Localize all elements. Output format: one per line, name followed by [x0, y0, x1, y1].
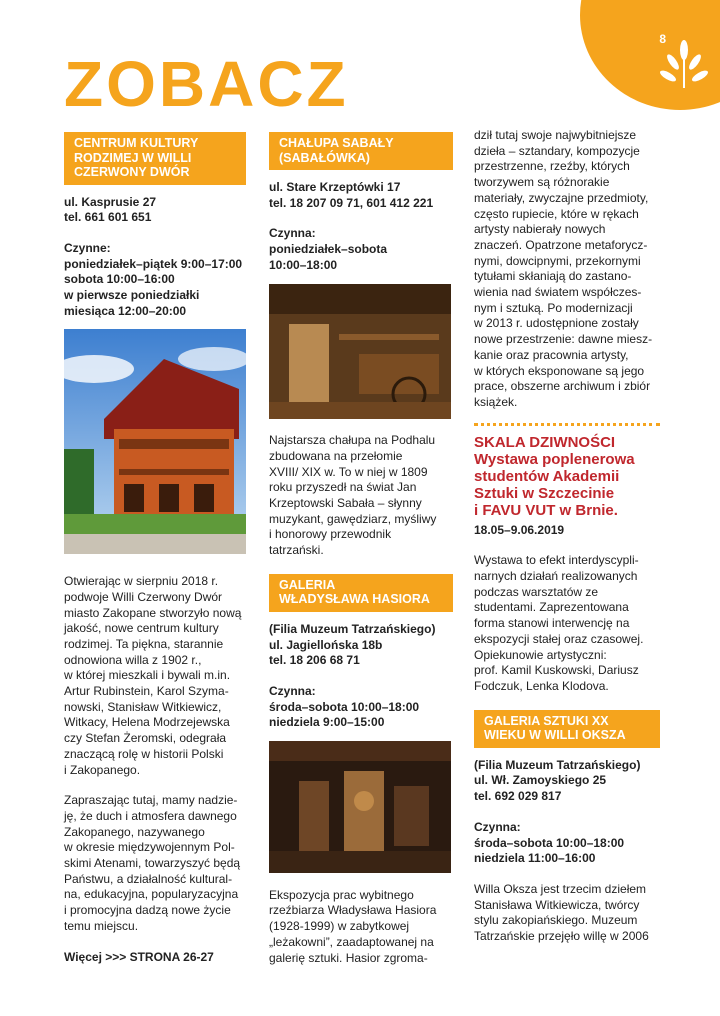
- description-paragraph: Zapraszając tutaj, mamy nadzie- ję, że duch i atmosfera dawnego Zakopanego, nazywanego w okresie międzywojennym Pol- skimi Atenami, towarzyszyć będą Państwu, a działalność kultural- na, edukacyjna, popularyzacyjna i promocyjna dadzą nowe życie temu miejscu.: [64, 793, 241, 933]
- address: ul. Stare Krzeptówki 17: [269, 180, 401, 194]
- filia-label: (Filia Muzeum Tatrzańskiego): [474, 757, 641, 772]
- more-link[interactable]: Więcej >>> STRONA 26-27: [64, 949, 214, 964]
- hours-label: Czynna:: [269, 683, 316, 698]
- opening-hours: poniedziałek–piątek 9:00–17:00 sobota 10:00–16:00 w pierwsze poniedziałki miesiąca 12:00–20:00: [64, 256, 243, 318]
- section-heading-willa-oksza: GALERIA SZTUKI XX WIEKU W WILLI OKSZA: [474, 710, 660, 748]
- hours-label: Czynna:: [474, 819, 521, 834]
- hasior-gallery-photo: [269, 741, 451, 873]
- hours-label: Czynne:: [64, 240, 111, 255]
- phone: tel. 692 029 817: [474, 789, 562, 804]
- address: ul. Kasprusie 27: [64, 194, 157, 209]
- opening-hours: poniedziałek–sobota 10:00–18:00: [269, 242, 388, 272]
- villa-photo: [64, 329, 246, 554]
- description-paragraph: dził tutaj swoje najwybitniejsze dzieła – sztandary, kompozycje przestrzenne, rzeźby, których tworzywem są różnorakie materiały, zwyczajne przedmioty, często rupiecie, które w rękach artysty nabierały nowych znaczeń. Opatrzone metaforycz- nymi, dowcipnymi, przekornymi tytułami skłaniają do zastano- wienia nad światem współczes- nym i sztuką. Po modernizacji w 2013 r. udostępnione zostały nowe przestrzenie: dawne miesz- kanie oraz pracownia artysty, w których eksponowane są jego prace, obszerne archiwum i zbiór książek.: [474, 128, 653, 409]
- opening-hours: środa–sobota 10:00–18:00 niedziela 11:00–16:00: [474, 835, 625, 866]
- opening-hours: środa–sobota 10:00–18:00 niedziela 9:00–15:00: [269, 699, 420, 730]
- page-number: 8: [659, 32, 666, 46]
- exhibition-dates: 18.05–9.06.2019: [474, 522, 565, 537]
- phone: tel. 18 207 09 71, 601 412 221: [269, 195, 434, 210]
- phone: tel. 661 601 651: [64, 210, 152, 225]
- sabalowka-interior-photo: [269, 284, 451, 419]
- column-1: [64, 132, 246, 965]
- column-2: [269, 132, 453, 966]
- phone: tel. 18 206 68 71: [269, 653, 360, 668]
- description-paragraph: Willa Oksza jest trzecim dziełem Stanisława Witkiewicza, twórcy stylu zakopiańskiego. Muzeum Tatrzańskie przejęło willę w 2006: [474, 881, 649, 944]
- wheat-logo-icon: [656, 38, 712, 94]
- description-paragraph: Najstarsza chałupa na Podhalu zbudowana na przełomie XVIII/ XIX w. To w niej w 1809 roku przyszedł na świat Jan Krzeptowski Sabała – słynny muzykant, gawędziarz, myśliwy i honorowy przewodnik tatrzański.: [269, 433, 437, 558]
- hours-label: Czynna:: [269, 226, 316, 241]
- exhibition-title: SKALA DZIWNOŚCI Wystawa poplenerowa studentów Akademii Sztuki w Szczecinie i FAVU VUT w Brnie.: [474, 433, 635, 519]
- column-3: [474, 128, 660, 945]
- address: ul. Jagiellońska 18b: [269, 637, 383, 652]
- section-heading-sabalowka: CHAŁUPA SABAŁY (SABAŁÓWKA): [269, 132, 453, 170]
- description-paragraph: Ekspozycja prac wybitnego rzeźbiarza Władysława Hasiora (1928-1999) w zabytkowej „leżakowni”, zaadaptowanej na galerię sztuki. Hasior zgroma-: [269, 887, 437, 965]
- section-heading-galeria-hasiora: GALERIA WŁADYSŁAWA HASIORA: [269, 574, 453, 612]
- description-paragraph: Wystawa to efekt interdyscypli- narnych działań realizowanych podczas warsztatów ze studentami. Zaprezentowana forma stanowi interwencję na ekspozycji stałej oraz czasowej. Opiekunowie artystyczni: prof. Kamil Kuskowski, Dariusz Fodczuk, Lenka Klodova.: [474, 553, 644, 693]
- description-paragraph: Otwierając w sierpniu 2018 r. podwoje Willi Czerwony Dwór miasto Zakopane stworzyło nową jakość, nowe centrum kultury rodzimej. Ta piękna, starannie odnowiona willa z 1902 r., w której mieszkali i bywali m.in. Artur Rubinstein, Karol Szyma- nowski, Stanisław Witkiewicz, Witkacy, Helena Modrzejewska czy Stefan Żeromski, odegrała znaczącą rolę w historii Polski i Zakopanego.: [64, 574, 242, 777]
- page-title: ZOBACZ: [64, 48, 349, 120]
- section-heading-czerwony-dwor: CENTRUM KULTURY RODZIMEJ W WILLI CZERWONY DWÓR: [64, 132, 246, 185]
- address: ul. Wł. Zamoyskiego 25: [474, 773, 607, 788]
- dotted-divider: [474, 423, 660, 426]
- filia-label: (Filia Muzeum Tatrzańskiego): [269, 621, 436, 636]
